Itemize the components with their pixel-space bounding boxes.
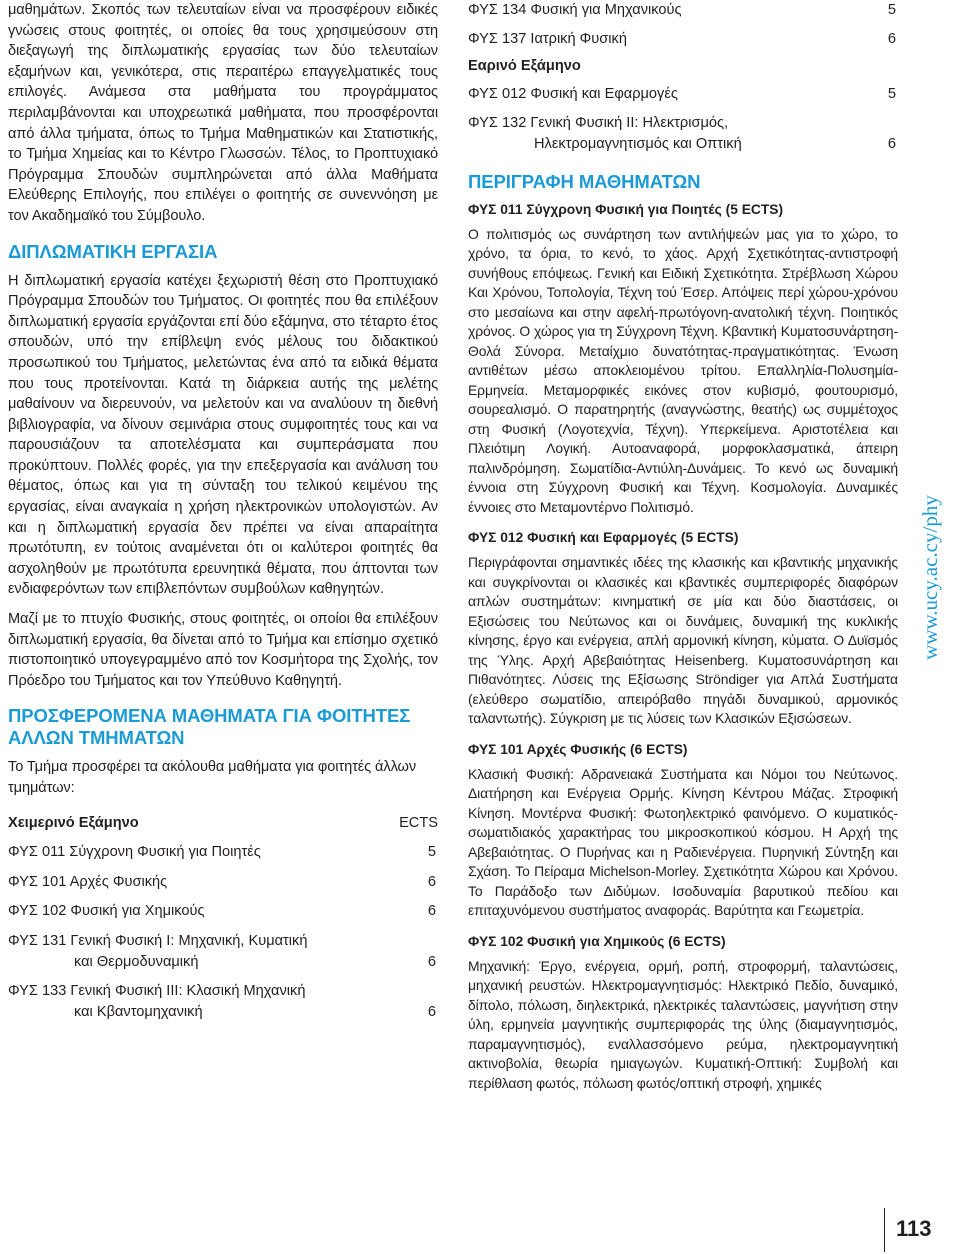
course-name: ΦΥΣ 137 Ιατρική Φυσική	[468, 30, 627, 47]
page-number: 113	[896, 1216, 932, 1241]
course-item	[468, 84, 898, 105]
course-ects: 6	[427, 1003, 436, 1020]
course-ects: 5	[887, 2, 896, 18]
description-title: ΦΥΣ 011 Σύγχρονη Φυσική για Ποιητές (5 ECTS)	[468, 201, 784, 217]
course-item	[8, 931, 438, 972]
description-title: ΦΥΣ 012 Φυσική και Εφαρμογές (5 ECTS)	[468, 530, 739, 546]
winter-course-list	[8, 842, 438, 1022]
course-name: ΦΥΣ 101 Αρχές Φυσικής	[8, 873, 168, 890]
spring-semester-title: Εαρινό Εξάμηνο	[468, 58, 581, 75]
course-item	[8, 872, 438, 893]
course-name: ΦΥΣ 012 Φυσική και Εφαρμογές	[468, 85, 678, 102]
course-name-line2: και Θερμοδυναμική	[74, 953, 199, 970]
course-ects: 6	[427, 873, 436, 890]
course-item	[468, 29, 898, 50]
course-ects: 5	[427, 844, 436, 861]
page-number-rule	[884, 1208, 885, 1252]
winter-semester-header	[8, 813, 438, 834]
course-name-line2: και Κβαντομηχανική	[74, 1003, 203, 1020]
ects-header: ECTS	[399, 814, 438, 831]
intro-paragraph: μαθημάτων. Σκοπός των τελευταίων είναι να προσφέρουν ειδικές γνώσεις στους φοιτητές, οι οποίες θα τους χρησιμεύσουν στη διεξαγωγή της διπλωματικής εργασίας των δύο τελευταίων εξαμήνων και, γενικότερα, στις περαιτέρω επαγγελματικές τους επιλογές. Ανάμεσα στα μαθήματα του προγράμματος περιλαμβάνονται και υποχρεωτικά μαθήματα, που προσφέρονται από άλλα τμήματα, όπως το Τμήμα Μαθηματικών και Στατιστικής, το Τμήμα Χημείας και το Κέντρο Γλωσσών. Τέλος, το Προπτυχιακό Πρόγραμμα Σπουδών συμπληρώνεται από άλλα Μαθήματα Ελεύθερης Επιλογής, που επιλέγει ο φοιτητής σε συνεννόηση με τον Ακαδημαϊκό του Σύμβουλο.	[8, 2, 438, 224]
course-name-line1: ΦΥΣ 132 Γενική Φυσική ΙΙ: Ηλεκτρισμός,	[468, 115, 729, 132]
course-ects: 6	[887, 30, 896, 47]
description-text: Κλασική Φυσική: Αδρανειακά Συστήματα και Νόμοι του Νεύτωνος. Διατήρηση και Ενέργεια Ορμής. Κίνηση Κέντρου Μάζας. Στροφική Κίνηση. Μοντέρνα Φυσική: Φωτοηλεκτρικό φαινόμενο. Ο κυματικός-σωματιδιακός χαρακτήρας του μικροσκοπικού κόσμου. Η Αρχή της Αβεβαιότητας. Ο Πυρήνας και η Ραδιενέργεια. Πυρηνική Σύντηξη και Σχάση. Το Πείραμα Michelson-Morley. Σχετικότητα Χώρου και Χρόνου. Το Παράδοξο των Διδύμων. Ισοδυναμία βαρυτικού πεδίου και επιταχυνόμενου συστήματος αναφοράς. Βαρύτητα και Γεωμετρία.	[468, 765, 898, 919]
right-column	[468, 0, 898, 1093]
description-text: Περιγράφονται σημαντικές ιδέες της κλασικής και κβαντικής μηχανικής και συγκρίνονται οι κλασικές και κβαντικές συμπεριφορές διαφόρων απλών συστημάτων: κινηματική σε μία και δύο διαστάσεις, οι Εξισώσεις του Νεύτωνος και οι δυνάμεις, δυναμική της κυκλικής κίνησης, έργο και ενέργεια, απλή αρμονική κίνηση, κύματα. Ο Δυϊσμός της Ύλης. Αρχή Αβεβαιότητας Heisenberg. Κυματοσυνάρτηση και Πιθανότητες. Λύσεις της Εξίσωσης Ströndiger για Απλά Συστήματα (ελεύθερο σωματίδιο, απειρόβαθο πηγάδι δυναμικού, αρμονικός ταλαντωτής). Σύγκριση με τις λύσεις των Κλασικών Εξισώσεων.	[468, 554, 898, 727]
description-title: ΦΥΣ 102 Φυσική για Χημικούς (6 ECTS)	[468, 933, 726, 949]
description-text: Ο πολιτισμός ως συνάρτηση των αντιλήψεών μας για το χώρο, το χρόνο, τα όρια, το κενό, το χάος. Αρχή Σχετικότητας-αντιστροφή συνήθους επόψεως. Γενική και Ειδική Σχετικότητα. Στρέβλωση Χώρου Και Χρόνου, Τοπολογία, Τέχνη τού Έσερ. Απόψεις περί χώρου-χρόνου στο μεσαίωνα και στην αφελή-πρωτόγονη-ανατολική τέχνη. Ποιητικός χρόνος. Ο χώρος για τη Σύγχρονη Τέχνη. Κβαντική Κυματοσυνάρτηση-Θολά Σύνορα. Μεταίχμιο δυνατότητας-πραγματικότητας. Ένωση αντιθέτων μέσω αποκλειομένου τρίτου. Επαλληλία-Πολυσημία-Ερμηνεία. Μεταμορφικές εικόνες στον κυβισμό, φουτουρισμό, σουρεαλισμό. Ο παρατηρητής (αναγνώστης, θεατής) ως συμμέτοχος στη Φυσική (Λογοτεχνία, Τέχνη). Υπερκείμενα. Αριστοτέλεια και Πλειότιμη Λογική. Αυτοαναφορά, μορφοκλασματικά, άπειρη παλινδρόμηση. Σωματίδια-Αντιύλη-Δυνάμεις. Το κενό ως δυναμική έννοια στη Σύγχρονη Φυσική και Τέχνη. Κοσμολογία. Δυναμικές έννοιες στο Μεταμοντέρνο Πολιτισμό.	[468, 225, 898, 515]
description-text: Μηχανική: Έργο, ενέργεια, ορμή, ροπή, στροφορμή, ταλαντώσεις, μηχανική ρευστών. Ηλεκτρομαγνητισμός: Ηλεκτρικό Πεδίο, δυναμικό, δίπολο, πόλωση, διηλεκτρικά, ηλεκτρικές ταλαντώσεις, μαγνήτιση στην ύλη, ερμηνεία μαγνητικής συμπεριφοράς της ύλης (διαμαγνητισμός, παραμαγνητισμός), εναλλασσόμενο ρεύμα, ηλεκτρομαγνητική ακτινοβολία, θεωρία ημιαγωγών. Κυματική-Οπτική: Συμβολή και περίθλαση φωτός, πόλωση φωτός/οπτική στροφή, χημικές	[468, 957, 898, 1091]
thesis-paragraph-1: Η διπλωματική εργασία κατέχει ξεχωριστή θέση στο Προπτυχιακό Πρόγραμμα Σπουδών του Τμήματος. Οι φοιτητές που θα επιλέξουν διπλωματική εργασία εργάζονται επί δύο εξάμηνα, στο τέταρτο έτος σπουδών, υπό την επίβλεψη ενός μέλους του διδακτικού προσωπικού του Τμήματος, μελετώντας ένα από τα ειδικά θέματα που τους προτείνονται. Κατά τη διάρκεια αυτής της μελέτης μαθαίνουν να διερευνούν, να μελετούν και να αναλύουν τη διεθνή βιβλιογραφία, να δίνουν σεμινάρια στους συμφοιτητές τους και να παρουσιάζουν τα αποτελέσματα και συμπεράσματα που προκύπτουν. Πολλές φορές, για την επεξεργασία και ανάλυση του θέματος, όπως και για τη σύνταξη του τελικού κειμένου της εργασίας, είναι αναγκαία η χρήση ηλεκτρονικών υπολογιστών. Αν και η διπλωματική εργασία δεν πρέπει να είναι απαραίτητα πρωτότυπη, εν τούτοις αναμένεται ότι οι καλύτεροι φοιτητές θα ασχοληθούν με πρωτότυπα ερευνητικά θέματα, που άπτονται των ενδιαφερόντων των επιβλεπόντων συμβούλων καθηγητών.	[8, 272, 438, 598]
course-item	[468, 113, 898, 154]
course-descriptions-heading: ΠΕΡΙΓΡΑΦΗ ΜΑΘΗΜΑΤΩΝ	[468, 170, 701, 192]
course-item	[8, 842, 438, 863]
course-name	[8, 931, 307, 972]
course-name-line1: ΦΥΣ 131 Γενική Φυσική Ι: Μηχανική, Κυματική	[8, 932, 308, 949]
course-ects: 5	[887, 85, 896, 102]
course-name: ΦΥΣ 134 Φυσική για Μηχανικούς	[468, 2, 682, 18]
course-name	[8, 981, 305, 1022]
course-item	[8, 901, 438, 922]
winter-semester-title: Χειμερινό Εξάμηνο	[8, 814, 139, 831]
offered-courses-heading: ΠΡΟΣΦΕΡΟΜΕΝΑ ΜΑΘΗΜΑΤΑ ΓΙΑ ΦΟΙΤΗΤΕΣ ΑΛΛΩΝ ΤΜΗΜΑΤΩΝ	[8, 705, 411, 749]
course-item	[8, 981, 438, 1022]
course-ects: 6	[427, 903, 436, 920]
left-column	[8, 0, 438, 1022]
course-name-line2: Ηλεκτρομαγνητισμός και Οπτική	[534, 135, 742, 152]
course-ects: 6	[887, 135, 896, 152]
course-name: ΦΥΣ 011 Σύγχρονη Φυσική για Ποιητές	[8, 844, 261, 861]
description-title: ΦΥΣ 101 Αρχές Φυσικής (6 ECTS)	[468, 741, 688, 757]
course-ects: 6	[427, 953, 436, 970]
course-name: ΦΥΣ 102 Φυσική για Χημικούς	[8, 903, 205, 920]
course-item	[468, 0, 898, 21]
course-name-line1: ΦΥΣ 133 Γενική Φυσική ΙΙΙ: Κλασική Μηχανική	[8, 983, 306, 1000]
offered-intro: Το Τμήμα προσφέρει τα ακόλουθα μαθήματα για φοιτητές άλλων τμημάτων:	[8, 759, 417, 796]
side-url	[907, 432, 953, 722]
thesis-heading: ΔΙΠΛΩΜΑΤΙΚΗ ΕΡΓΑΣΙΑ	[8, 240, 218, 262]
thesis-paragraph-2: Μαζί με το πτυχίο Φυσικής, στους φοιτητές, οι οποίοι θα επιλέξουν διπλωματική εργασία, θα δίνεται από το Τμήμα και επίσημο σχετικό πιστοποιητικό υπογεγραμμένο από τον Κοσμήτορα της Σχολής, τον Πρόεδρο του Τμήματος και τον Υπεύθυνο Καθηγητή.	[8, 611, 438, 689]
side-url-text: www.ucy.ac.cy/phy	[917, 494, 942, 660]
course-name	[468, 113, 742, 154]
